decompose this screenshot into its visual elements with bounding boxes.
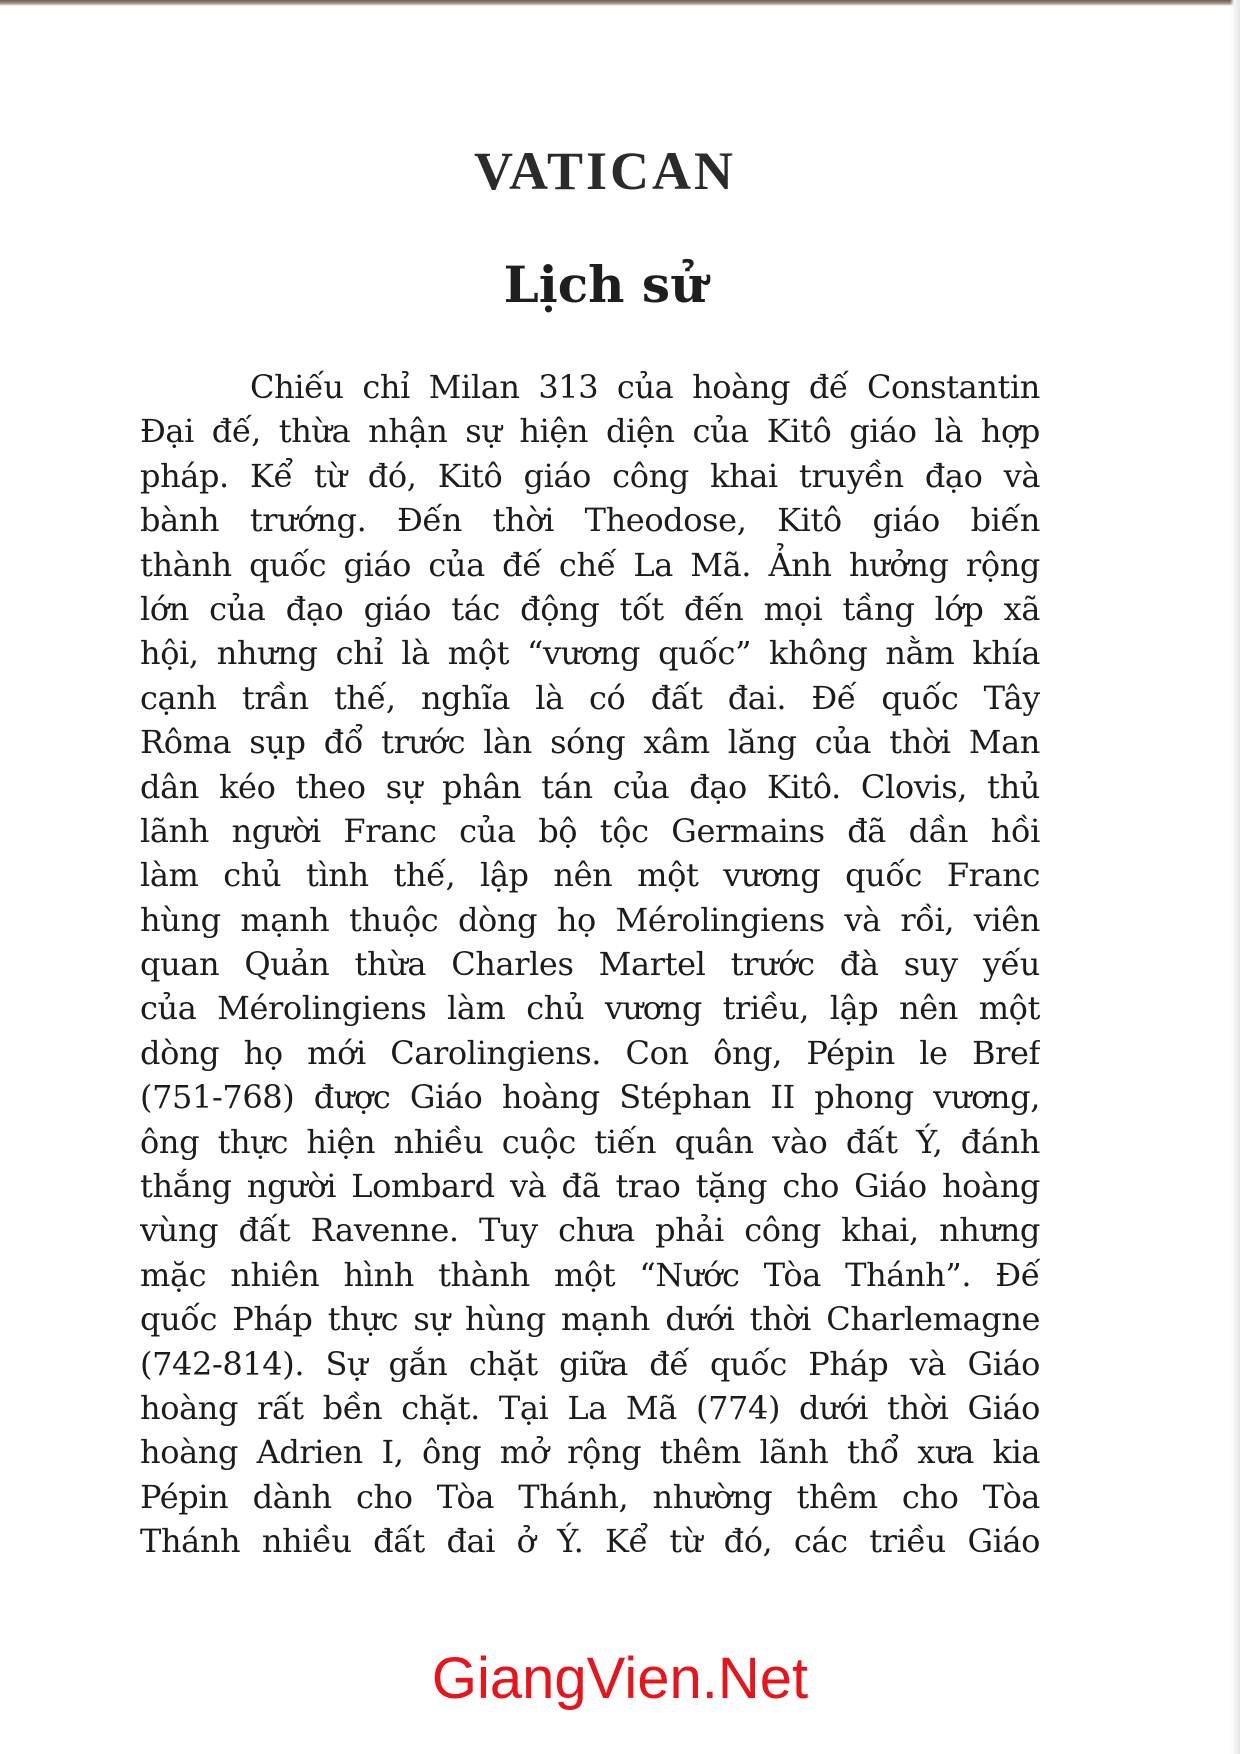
text-line: Rôma sụp đổ trước làn sóng xâm lăng của thời Man: [140, 723, 1040, 762]
text-line: Pépin dành cho Tòa Thánh, nhường thêm cho Tòa: [140, 1477, 1040, 1516]
text-line: mặc nhiên hình thành một “Nước Tòa Thánh”. Đế: [140, 1255, 1040, 1294]
text-line: thành quốc giáo của đế chế La Mã. Ảnh hưởng rộng: [140, 545, 1040, 584]
text-line: (742-814). Sự gắn chặt giữa đế quốc Pháp và Giáo: [140, 1344, 1040, 1383]
text-line: thắng người Lombard và đã trao tặng cho Giáo hoàng: [140, 1167, 1040, 1206]
body-text: [140, 365, 1040, 1564]
text-line: vùng đất Ravenne. Tuy chưa phải công khai, nhưng: [140, 1211, 1040, 1250]
text-line: dòng họ mới Carolingiens. Con ông, Pépin le Bref: [140, 1033, 1040, 1072]
text-line: quốc Pháp thực sự hùng mạnh dưới thời Charlemagne: [140, 1300, 1040, 1339]
text-line: Đại đế, thừa nhận sự hiện diện của Kitô giáo là hợp: [140, 412, 1040, 451]
text-line: của Mérolingiens làm chủ vương triều, lập nên một: [140, 989, 1040, 1028]
text-line: hội, nhưng chỉ là một “vương quốc” không nằm khía: [140, 634, 1040, 673]
text-line: hùng mạnh thuộc dòng họ Mérolingiens và rồi, viên: [140, 900, 1040, 939]
text-line: pháp. Kể từ đó, Kitô giáo công khai truyền đạo và: [140, 456, 1040, 495]
text-line: (751-768) được Giáo hoàng Stéphan II phong vương,: [140, 1078, 1040, 1117]
site-watermark: GiangVien.Net: [431, 1646, 809, 1711]
text-line: ông thực hiện nhiều cuộc tiến quân vào đất Ý, đánh: [140, 1122, 1040, 1161]
text-line: cạnh trần thế, nghĩa là có đất đai. Đế quốc Tây: [140, 678, 1040, 717]
text-line: làm chủ tình thế, lập nên một vương quốc Franc: [140, 856, 1040, 895]
text-line: lớn của đạo giáo tác động tốt đến mọi tầng lớp xã: [140, 589, 1040, 628]
text-line: dân kéo theo sự phân tán của đạo Kitô. Clovis, thủ: [140, 767, 1040, 806]
chapter-title: Lịch sử: [503, 255, 707, 314]
text-line: hoàng rất bền chặt. Tại La Mã (774) dưới thời Giáo: [140, 1388, 1040, 1427]
text-line: hoàng Adrien I, ông mở rộng thêm lãnh thổ xưa kia: [140, 1433, 1040, 1472]
text-line: bành trướng. Đến thời Theodose, Kitô giáo biến: [140, 501, 1040, 540]
text-line: Chiếu chỉ Milan 313 của hoàng đế Constantin: [250, 368, 1040, 406]
text-line: lãnh người Franc của bộ tộc Germains đã dần hồi: [140, 811, 1040, 850]
book-title: VATICAN: [473, 141, 737, 201]
text-line: Thánh nhiều đất đai ở Ý. Kể từ đó, các triều Giáo: [140, 1522, 1040, 1561]
text-line: quan Quản thừa Charles Martel trước đà suy yếu: [140, 945, 1040, 984]
